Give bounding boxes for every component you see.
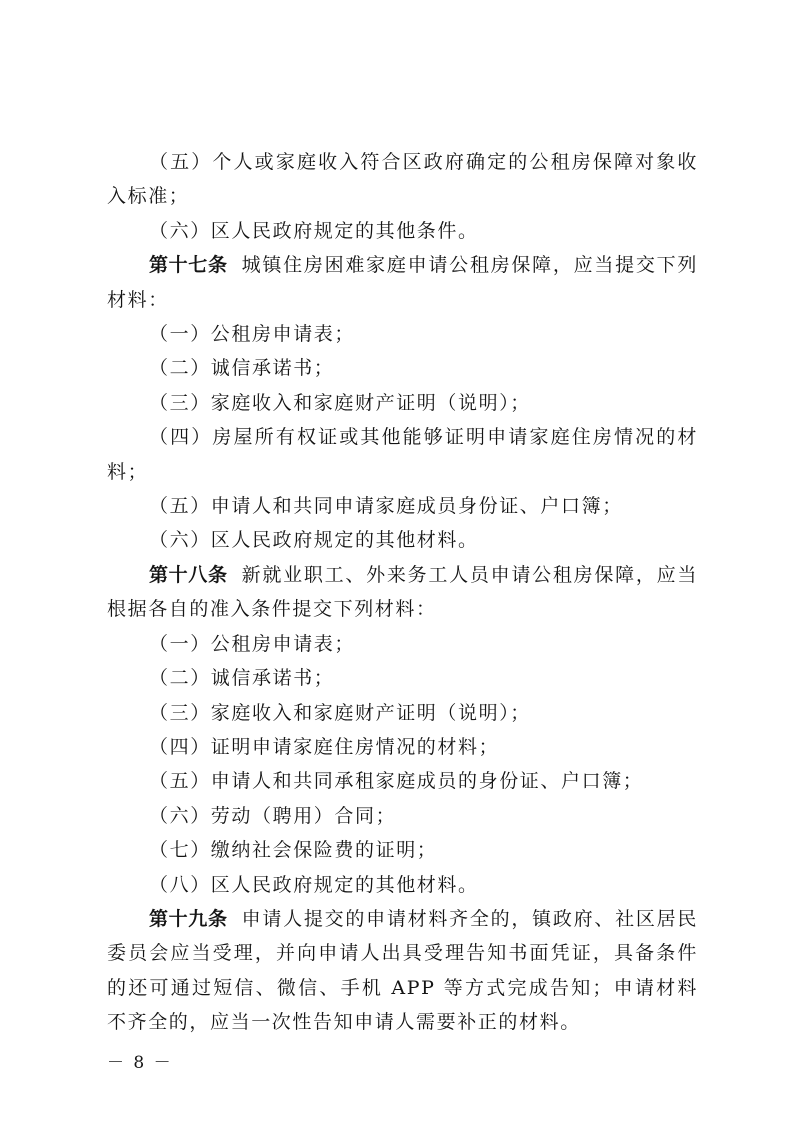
paragraph: （八）区人民政府规定的其他材料。 [149, 873, 479, 896]
paragraph: （五）申请人和共同申请家庭成员身份证、户口簿； [149, 495, 623, 518]
paragraph: （六）区人民政府规定的其他条件。 [149, 219, 479, 242]
document-body [107, 145, 698, 1040]
article-text: 申请人提交的申请材料齐全的，镇政府、社区居民委员会应当受理，并向申请人出具受理告知书面凭证，具备条件的还可通过短信、微信、手机 APP 等方式完成告知；申请材料不齐全的，应当一次性告知申请人需要补正的材料。 [107, 907, 698, 1034]
article-text: 新就业职工、外来务工人员申请公租房保障，应当根据各自的准入条件提交下列材料： [107, 563, 698, 621]
paragraph: （一）公租房申请表； [149, 632, 356, 655]
paragraph: （二）诚信承诺书； [149, 357, 335, 380]
paragraph: （四）证明申请家庭住房情况的材料； [149, 735, 500, 758]
paragraph: （五）申请人和共同承租家庭成员的身份证、户口簿； [149, 770, 644, 793]
page-number: － 8 － [107, 1053, 173, 1073]
article-paragraph [107, 902, 698, 1040]
article-text: 城镇住房困难家庭申请公租房保障，应当提交下列材料： [107, 254, 698, 311]
article-heading: 第十九条 [149, 907, 228, 930]
article-heading: 第十八条 [149, 563, 228, 586]
paragraph: （四）房屋所有权证或其他能够证明申请家庭住房情况的材料； [107, 426, 698, 483]
paragraph: （一）公租房申请表； [149, 323, 356, 346]
paragraph: （二）诚信承诺书； [149, 667, 335, 690]
article-heading: 第十七条 [149, 254, 228, 277]
paragraph: （六）劳动（聘用）合同； [149, 804, 397, 827]
article-paragraph [107, 558, 698, 627]
paragraph: （五）个人或家庭收入符合区政府确定的公租房保障对象收入标准； [107, 151, 698, 208]
paragraph: （七）缴纳社会保险费的证明； [149, 839, 438, 862]
article-paragraph [107, 248, 698, 317]
paragraph: （三）家庭收入和家庭财产证明（说明）； [149, 701, 531, 724]
paragraph: （三）家庭收入和家庭财产证明（说明）； [149, 391, 531, 414]
paragraph: （六）区人民政府规定的其他材料。 [149, 529, 479, 552]
